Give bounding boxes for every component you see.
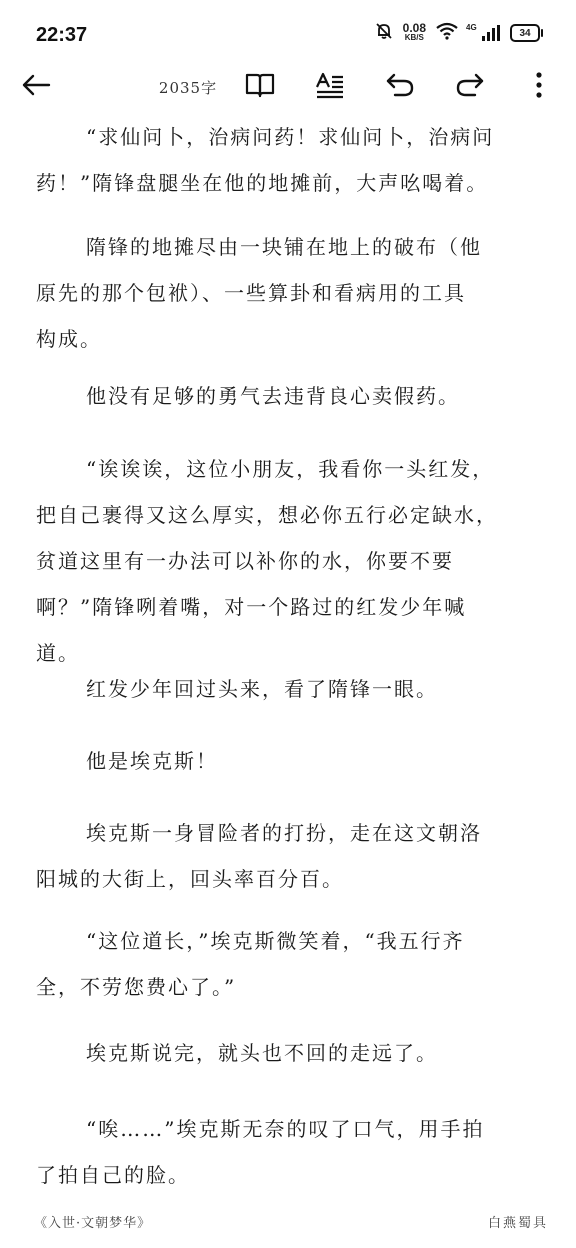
more-vertical-icon: [535, 71, 543, 103]
word-count-label: 2035字: [158, 78, 218, 97]
paragraph: 他是埃克斯！: [86, 749, 218, 773]
paragraph: “诶诶诶，这位小朋友，我看你一头红发， 把自己裹得又这么厚实，想必你五行必定缺水， 贫道这里有一办法可以补你的水，你要不要 啊？”隋锋咧着嘴，对一个路过的红发少年喊 道。: [36, 457, 498, 665]
mute-bell-icon: [375, 22, 393, 44]
redo-button[interactable]: [450, 68, 490, 106]
battery-indicator: 34: [510, 24, 540, 42]
status-time: 22:37: [36, 24, 88, 46]
arrow-left-icon: [21, 73, 51, 101]
cellular-signal-icon: 4G: [468, 25, 500, 41]
status-bar: [0, 0, 576, 64]
wifi-icon: [436, 22, 458, 44]
paragraph: 红发少年回过头来，看了隋锋一眼。: [86, 677, 438, 701]
undo-icon: [385, 71, 415, 103]
paragraph: 他没有足够的勇气去违背良心卖假药。: [86, 384, 460, 408]
undo-button[interactable]: [380, 68, 420, 106]
paragraph: 埃克斯一身冒险者的打扮，走在这文朝洛 阳城的大街上，回头率百分百。: [36, 821, 482, 891]
back-button[interactable]: [18, 68, 54, 106]
reader-toolbar: [0, 64, 576, 110]
network-speed: 0.08 KB/S: [402, 21, 426, 42]
paragraph: 埃克斯说完，就头也不回的走远了。: [86, 1041, 438, 1065]
more-options-button[interactable]: [524, 68, 554, 106]
book-title: 《入世·文朝梦华》: [34, 1216, 152, 1231]
paragraph: “求仙问卜，治病问药！求仙问卜，治病问 药！”隋锋盘腿坐在他的地摊前，大声吆喝着。: [36, 125, 495, 195]
paragraph: “这位道长，”埃克斯微笑着，“我五行齐 全，不劳您费心了。”: [36, 929, 465, 999]
status-icons: [375, 22, 540, 44]
book-button[interactable]: [240, 68, 280, 106]
text-format-icon: [314, 71, 346, 103]
redo-icon: [455, 71, 485, 103]
author-name: 白燕蜀具: [487, 1216, 548, 1231]
paragraph: 隋锋的地摊尽由一块铺在地上的破布（他 原先的那个包袱）、一些算卦和看病用的工具 构成。: [36, 235, 482, 351]
paragraph: “唉……”埃克斯无奈的叹了口气，用手拍 了拍自己的脸。: [36, 1117, 485, 1187]
text-format-button[interactable]: [310, 68, 350, 106]
open-book-icon: [244, 71, 276, 103]
